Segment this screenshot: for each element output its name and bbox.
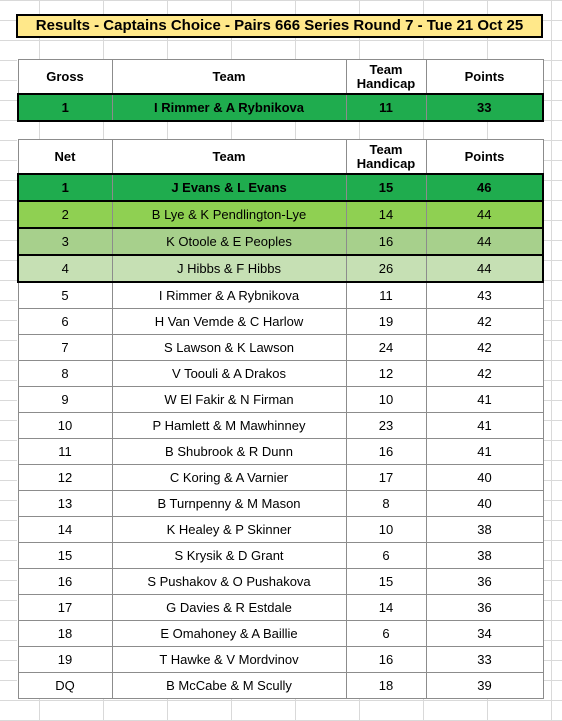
gross-header-team: Team [112, 60, 346, 95]
row-handicap: 26 [346, 255, 426, 282]
table-row [18, 439, 543, 465]
row-position: 7 [18, 335, 112, 361]
row-handicap: 18 [346, 673, 426, 699]
table-row [18, 517, 543, 543]
row-team: J Evans & L Evans [112, 174, 346, 201]
row-handicap: 8 [346, 491, 426, 517]
table-row [18, 413, 543, 439]
row-points: 42 [426, 309, 543, 335]
row-position: 14 [18, 517, 112, 543]
net-header-points: Points [426, 140, 543, 175]
row-team: G Davies & R Estdale [112, 595, 346, 621]
row-position: 9 [18, 387, 112, 413]
row-handicap: 15 [346, 569, 426, 595]
results-title: Results - Captains Choice - Pairs 666 Series Round 7 - Tue 21 Oct 25 [16, 14, 543, 38]
row-team: E Omahoney & A Baillie [112, 621, 346, 647]
row-team: S Krysik & D Grant [112, 543, 346, 569]
table-row [18, 361, 543, 387]
row-points: 39 [426, 673, 543, 699]
row-position: 3 [18, 228, 112, 255]
row-handicap: 14 [346, 201, 426, 228]
table-row [18, 465, 543, 491]
table-row [18, 543, 543, 569]
row-handicap: 16 [346, 647, 426, 673]
row-team: I Rimmer & A Rybnikova [112, 94, 346, 121]
row-handicap: 12 [346, 361, 426, 387]
row-team: K Healey & P Skinner [112, 517, 346, 543]
net-results-table [17, 139, 544, 699]
row-position: 15 [18, 543, 112, 569]
net-header-position: Net [18, 140, 112, 175]
row-handicap: 14 [346, 595, 426, 621]
row-position: 5 [18, 282, 112, 309]
row-team: C Koring & A Varnier [112, 465, 346, 491]
net-results-body [18, 174, 543, 699]
row-position: 10 [18, 413, 112, 439]
gross-header-position: Gross [18, 60, 112, 95]
row-team: S Pushakov & O Pushakova [112, 569, 346, 595]
net-header-row [18, 140, 543, 175]
net-header-handicap: Team Handicap [346, 140, 426, 175]
row-handicap: 11 [346, 94, 426, 121]
row-points: 42 [426, 335, 543, 361]
row-points: 44 [426, 255, 543, 282]
row-points: 40 [426, 465, 543, 491]
row-team: B McCabe & M Scully [112, 673, 346, 699]
row-position: 1 [18, 174, 112, 201]
row-position: 1 [18, 94, 112, 121]
table-row [18, 228, 543, 255]
row-position: DQ [18, 673, 112, 699]
row-points: 33 [426, 94, 543, 121]
row-team: B Turnpenny & M Mason [112, 491, 346, 517]
net-header-team: Team [112, 140, 346, 175]
row-points: 36 [426, 595, 543, 621]
row-points: 34 [426, 621, 543, 647]
row-points: 41 [426, 387, 543, 413]
row-handicap: 15 [346, 174, 426, 201]
row-handicap: 24 [346, 335, 426, 361]
row-team: P Hamlett & M Mawhinney [112, 413, 346, 439]
row-points: 43 [426, 282, 543, 309]
table-row [18, 647, 543, 673]
table-row [18, 387, 543, 413]
row-team: K Otoole & E Peoples [112, 228, 346, 255]
row-points: 46 [426, 174, 543, 201]
row-handicap: 6 [346, 621, 426, 647]
row-position: 4 [18, 255, 112, 282]
row-team: V Toouli & A Drakos [112, 361, 346, 387]
row-team: B Lye & K Pendlington-Lye [112, 201, 346, 228]
table-row [18, 282, 543, 309]
row-points: 41 [426, 413, 543, 439]
row-position: 11 [18, 439, 112, 465]
row-position: 8 [18, 361, 112, 387]
gross-header-row [18, 60, 543, 95]
row-position: 12 [18, 465, 112, 491]
row-position: 19 [18, 647, 112, 673]
row-team: T Hawke & V Mordvinov [112, 647, 346, 673]
row-position: 2 [18, 201, 112, 228]
gross-header-handicap: Team Handicap [346, 60, 426, 95]
row-position: 6 [18, 309, 112, 335]
table-row [18, 595, 543, 621]
row-team: S Lawson & K Lawson [112, 335, 346, 361]
table-row [18, 335, 543, 361]
row-points: 33 [426, 647, 543, 673]
table-row [18, 491, 543, 517]
row-points: 42 [426, 361, 543, 387]
table-row [18, 201, 543, 228]
row-handicap: 17 [346, 465, 426, 491]
gross-winner-row [18, 94, 543, 121]
row-team: H Van Vemde & C Harlow [112, 309, 346, 335]
row-points: 41 [426, 439, 543, 465]
row-points: 40 [426, 491, 543, 517]
row-handicap: 10 [346, 387, 426, 413]
table-row [18, 255, 543, 282]
row-position: 13 [18, 491, 112, 517]
row-points: 38 [426, 543, 543, 569]
row-team: J Hibbs & F Hibbs [112, 255, 346, 282]
row-points: 44 [426, 228, 543, 255]
row-handicap: 6 [346, 543, 426, 569]
row-points: 36 [426, 569, 543, 595]
table-row [18, 673, 543, 699]
row-team: B Shubrook & R Dunn [112, 439, 346, 465]
table-row [18, 621, 543, 647]
gross-header-points: Points [426, 60, 543, 95]
table-row [18, 309, 543, 335]
row-handicap: 10 [346, 517, 426, 543]
table-row [18, 569, 543, 595]
row-team: W El Fakir & N Firman [112, 387, 346, 413]
row-points: 44 [426, 201, 543, 228]
row-position: 17 [18, 595, 112, 621]
row-points: 38 [426, 517, 543, 543]
table-row [18, 174, 543, 201]
row-handicap: 16 [346, 439, 426, 465]
gross-results-table [17, 59, 544, 122]
row-handicap: 16 [346, 228, 426, 255]
row-handicap: 11 [346, 282, 426, 309]
row-team: I Rimmer & A Rybnikova [112, 282, 346, 309]
row-handicap: 23 [346, 413, 426, 439]
row-handicap: 19 [346, 309, 426, 335]
row-position: 18 [18, 621, 112, 647]
row-position: 16 [18, 569, 112, 595]
